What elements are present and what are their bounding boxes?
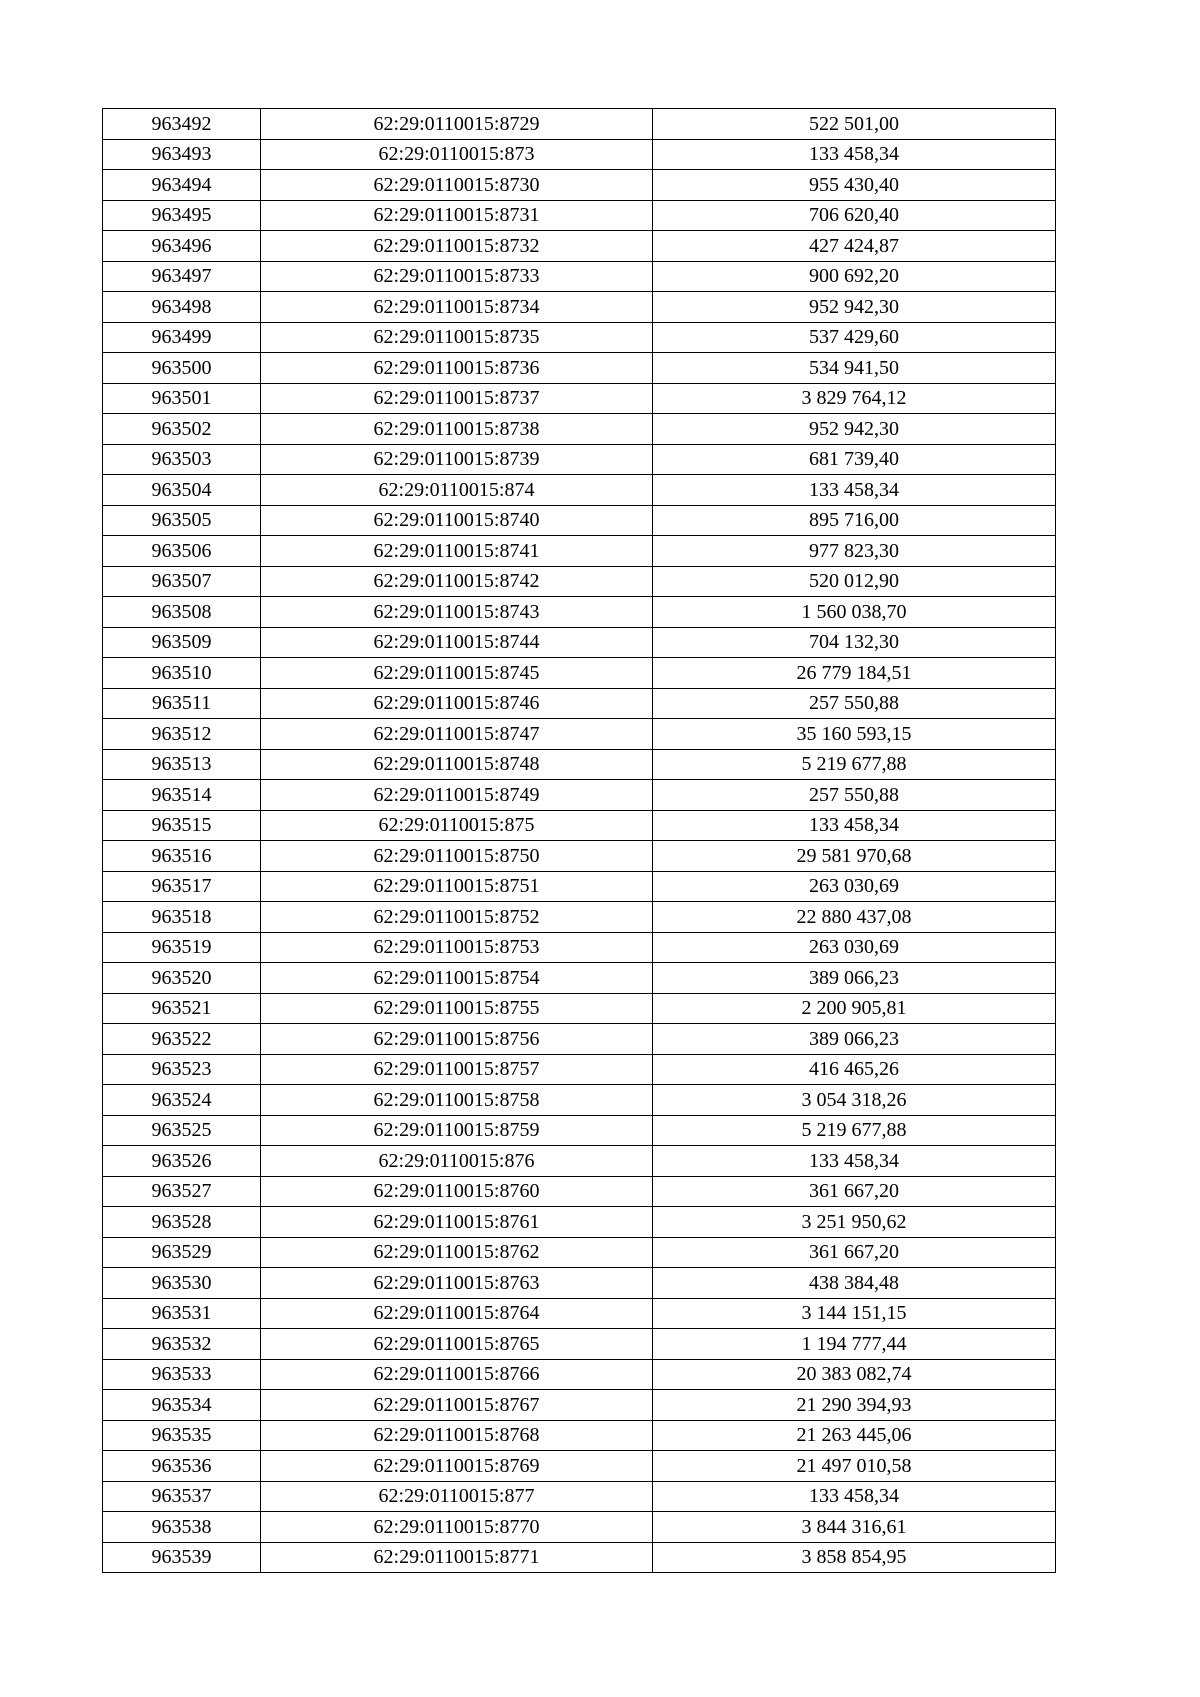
table-row xyxy=(103,170,1056,201)
table-row xyxy=(103,139,1056,170)
cadastral-value-cell: 438 384,48 xyxy=(653,1268,1056,1299)
cadastral-value-cell: 35 160 593,15 xyxy=(653,719,1056,750)
cadastral-value-cell: 895 716,00 xyxy=(653,505,1056,536)
cadastral-number-cell: 62:29:0110015:8738 xyxy=(261,414,653,445)
cadastral-number-cell: 62:29:0110015:8752 xyxy=(261,902,653,933)
cadastral-value-cell: 263 030,69 xyxy=(653,932,1056,963)
cadastral-number-cell: 62:29:0110015:8746 xyxy=(261,688,653,719)
row-number-cell: 963522 xyxy=(103,1024,261,1055)
table-row xyxy=(103,932,1056,963)
cadastral-number-cell: 62:29:0110015:8741 xyxy=(261,536,653,567)
row-number-cell: 963534 xyxy=(103,1390,261,1421)
cadastral-value-cell: 20 383 082,74 xyxy=(653,1359,1056,1390)
row-number-cell: 963516 xyxy=(103,841,261,872)
table-row xyxy=(103,505,1056,536)
cadastral-value-cell: 133 458,34 xyxy=(653,1481,1056,1512)
cadastral-value-cell: 389 066,23 xyxy=(653,963,1056,994)
cadastral-number-cell: 62:29:0110015:875 xyxy=(261,810,653,841)
row-number-cell: 963504 xyxy=(103,475,261,506)
cadastral-number-cell: 62:29:0110015:8754 xyxy=(261,963,653,994)
table-row xyxy=(103,1115,1056,1146)
table-row xyxy=(103,1146,1056,1177)
row-number-cell: 963492 xyxy=(103,109,261,140)
cadastral-number-cell: 62:29:0110015:8736 xyxy=(261,353,653,384)
cadastral-number-cell: 62:29:0110015:8733 xyxy=(261,261,653,292)
cadastral-value-cell: 21 497 010,58 xyxy=(653,1451,1056,1482)
row-number-cell: 963520 xyxy=(103,963,261,994)
table-row xyxy=(103,1024,1056,1055)
table-row xyxy=(103,1542,1056,1573)
row-number-cell: 963510 xyxy=(103,658,261,689)
row-number-cell: 963535 xyxy=(103,1420,261,1451)
row-number-cell: 963517 xyxy=(103,871,261,902)
cadastral-value-cell: 416 465,26 xyxy=(653,1054,1056,1085)
row-number-cell: 963527 xyxy=(103,1176,261,1207)
cadastral-value-cell: 534 941,50 xyxy=(653,353,1056,384)
row-number-cell: 963531 xyxy=(103,1298,261,1329)
table-row xyxy=(103,1054,1056,1085)
table-row xyxy=(103,109,1056,140)
row-number-cell: 963503 xyxy=(103,444,261,475)
row-number-cell: 963509 xyxy=(103,627,261,658)
cadastral-number-cell: 62:29:0110015:8766 xyxy=(261,1359,653,1390)
row-number-cell: 963523 xyxy=(103,1054,261,1085)
table-row xyxy=(103,1298,1056,1329)
cadastral-number-cell: 62:29:0110015:873 xyxy=(261,139,653,170)
cadastral-number-cell: 62:29:0110015:8755 xyxy=(261,993,653,1024)
cadastral-value-cell: 257 550,88 xyxy=(653,780,1056,811)
table-row xyxy=(103,810,1056,841)
row-number-cell: 963500 xyxy=(103,353,261,384)
cadastral-number-cell: 62:29:0110015:8731 xyxy=(261,200,653,231)
row-number-cell: 963494 xyxy=(103,170,261,201)
table-row xyxy=(103,566,1056,597)
cadastral-value-cell: 900 692,20 xyxy=(653,261,1056,292)
cadastral-number-cell: 62:29:0110015:8761 xyxy=(261,1207,653,1238)
table-row xyxy=(103,1329,1056,1360)
cadastral-number-cell: 62:29:0110015:8756 xyxy=(261,1024,653,1055)
cadastral-value-cell: 522 501,00 xyxy=(653,109,1056,140)
table-row xyxy=(103,383,1056,414)
cadastral-value-cell: 361 667,20 xyxy=(653,1176,1056,1207)
table-row xyxy=(103,353,1056,384)
cadastral-number-cell: 62:29:0110015:8750 xyxy=(261,841,653,872)
row-number-cell: 963495 xyxy=(103,200,261,231)
row-number-cell: 963499 xyxy=(103,322,261,353)
cadastral-number-cell: 62:29:0110015:8742 xyxy=(261,566,653,597)
row-number-cell: 963515 xyxy=(103,810,261,841)
cadastral-number-cell: 62:29:0110015:8745 xyxy=(261,658,653,689)
cadastral-value-cell: 3 844 316,61 xyxy=(653,1512,1056,1543)
cadastral-number-cell: 62:29:0110015:8770 xyxy=(261,1512,653,1543)
cadastral-value-cell: 133 458,34 xyxy=(653,1146,1056,1177)
cadastral-number-cell: 62:29:0110015:8739 xyxy=(261,444,653,475)
cadastral-number-cell: 62:29:0110015:876 xyxy=(261,1146,653,1177)
cadastral-number-cell: 62:29:0110015:8744 xyxy=(261,627,653,658)
cadastral-value-cell: 1 560 038,70 xyxy=(653,597,1056,628)
row-number-cell: 963498 xyxy=(103,292,261,323)
cadastral-number-cell: 62:29:0110015:8730 xyxy=(261,170,653,201)
cadastral-value-cell: 257 550,88 xyxy=(653,688,1056,719)
row-number-cell: 963514 xyxy=(103,780,261,811)
row-number-cell: 963530 xyxy=(103,1268,261,1299)
table-row xyxy=(103,871,1056,902)
table-row xyxy=(103,292,1056,323)
cadastral-value-cell: 389 066,23 xyxy=(653,1024,1056,1055)
row-number-cell: 963536 xyxy=(103,1451,261,1482)
row-number-cell: 963506 xyxy=(103,536,261,567)
cadastral-value-cell: 263 030,69 xyxy=(653,871,1056,902)
table-row xyxy=(103,1481,1056,1512)
cadastral-number-cell: 62:29:0110015:8732 xyxy=(261,231,653,262)
row-number-cell: 963501 xyxy=(103,383,261,414)
cadastral-value-cell: 427 424,87 xyxy=(653,231,1056,262)
cadastral-number-cell: 62:29:0110015:8767 xyxy=(261,1390,653,1421)
cadastral-number-cell: 62:29:0110015:8753 xyxy=(261,932,653,963)
table-row xyxy=(103,414,1056,445)
cadastral-value-cell: 955 430,40 xyxy=(653,170,1056,201)
row-number-cell: 963539 xyxy=(103,1542,261,1573)
cadastral-number-cell: 62:29:0110015:8751 xyxy=(261,871,653,902)
cadastral-value-cell: 952 942,30 xyxy=(653,414,1056,445)
table-row xyxy=(103,231,1056,262)
cadastral-number-cell: 62:29:0110015:8771 xyxy=(261,1542,653,1573)
cadastral-number-cell: 62:29:0110015:8769 xyxy=(261,1451,653,1482)
cadastral-number-cell: 62:29:0110015:8764 xyxy=(261,1298,653,1329)
table-body xyxy=(103,109,1056,1573)
row-number-cell: 963524 xyxy=(103,1085,261,1116)
cadastral-value-cell: 2 200 905,81 xyxy=(653,993,1056,1024)
table-row xyxy=(103,719,1056,750)
cadastral-value-cell: 704 132,30 xyxy=(653,627,1056,658)
table-row xyxy=(103,322,1056,353)
cadastral-value-cell: 5 219 677,88 xyxy=(653,1115,1056,1146)
cadastral-value-cell: 3 251 950,62 xyxy=(653,1207,1056,1238)
table-row xyxy=(103,993,1056,1024)
table-row xyxy=(103,1207,1056,1238)
row-number-cell: 963518 xyxy=(103,902,261,933)
row-number-cell: 963511 xyxy=(103,688,261,719)
cadastral-number-cell: 62:29:0110015:8748 xyxy=(261,749,653,780)
table-row xyxy=(103,1420,1056,1451)
cadastral-number-cell: 62:29:0110015:8735 xyxy=(261,322,653,353)
table-row xyxy=(103,627,1056,658)
table-row xyxy=(103,200,1056,231)
cadastral-value-cell: 22 880 437,08 xyxy=(653,902,1056,933)
cadastral-number-cell: 62:29:0110015:8765 xyxy=(261,1329,653,1360)
cadastral-value-cell: 21 263 445,06 xyxy=(653,1420,1056,1451)
row-number-cell: 963496 xyxy=(103,231,261,262)
cadastral-value-cell: 21 290 394,93 xyxy=(653,1390,1056,1421)
cadastral-number-cell: 62:29:0110015:8740 xyxy=(261,505,653,536)
cadastral-number-cell: 62:29:0110015:8749 xyxy=(261,780,653,811)
row-number-cell: 963497 xyxy=(103,261,261,292)
cadastral-number-cell: 62:29:0110015:8747 xyxy=(261,719,653,750)
cadastral-value-cell: 977 823,30 xyxy=(653,536,1056,567)
cadastral-value-cell: 5 219 677,88 xyxy=(653,749,1056,780)
table-row xyxy=(103,475,1056,506)
table-row xyxy=(103,1451,1056,1482)
row-number-cell: 963525 xyxy=(103,1115,261,1146)
table-row xyxy=(103,1176,1056,1207)
table-row xyxy=(103,963,1056,994)
cadastral-number-cell: 62:29:0110015:8757 xyxy=(261,1054,653,1085)
table-row xyxy=(103,1390,1056,1421)
row-number-cell: 963519 xyxy=(103,932,261,963)
row-number-cell: 963538 xyxy=(103,1512,261,1543)
row-number-cell: 963512 xyxy=(103,719,261,750)
row-number-cell: 963529 xyxy=(103,1237,261,1268)
cadastral-number-cell: 62:29:0110015:877 xyxy=(261,1481,653,1512)
cadastral-value-cell: 133 458,34 xyxy=(653,475,1056,506)
cadastral-value-cell: 3 144 151,15 xyxy=(653,1298,1056,1329)
cadastral-number-cell: 62:29:0110015:874 xyxy=(261,475,653,506)
table-row xyxy=(103,688,1056,719)
cadastral-value-cell: 133 458,34 xyxy=(653,139,1056,170)
cadastral-number-cell: 62:29:0110015:8762 xyxy=(261,1237,653,1268)
table-row xyxy=(103,261,1056,292)
cadastral-value-cell: 537 429,60 xyxy=(653,322,1056,353)
cadastral-number-cell: 62:29:0110015:8743 xyxy=(261,597,653,628)
cadastral-value-table xyxy=(102,108,1056,1573)
table-row xyxy=(103,902,1056,933)
table-row xyxy=(103,780,1056,811)
row-number-cell: 963502 xyxy=(103,414,261,445)
cadastral-number-cell: 62:29:0110015:8760 xyxy=(261,1176,653,1207)
cadastral-number-cell: 62:29:0110015:8729 xyxy=(261,109,653,140)
table-row xyxy=(103,1237,1056,1268)
row-number-cell: 963533 xyxy=(103,1359,261,1390)
table-row xyxy=(103,536,1056,567)
table-row xyxy=(103,841,1056,872)
row-number-cell: 963521 xyxy=(103,993,261,1024)
cadastral-value-cell: 361 667,20 xyxy=(653,1237,1056,1268)
row-number-cell: 963537 xyxy=(103,1481,261,1512)
row-number-cell: 963513 xyxy=(103,749,261,780)
table-row xyxy=(103,1512,1056,1543)
cadastral-value-cell: 706 620,40 xyxy=(653,200,1056,231)
table-row xyxy=(103,658,1056,689)
table-row xyxy=(103,1359,1056,1390)
cadastral-value-cell: 3 829 764,12 xyxy=(653,383,1056,414)
table-row xyxy=(103,1085,1056,1116)
cadastral-value-cell: 520 012,90 xyxy=(653,566,1056,597)
row-number-cell: 963532 xyxy=(103,1329,261,1360)
table-row xyxy=(103,1268,1056,1299)
cadastral-number-cell: 62:29:0110015:8763 xyxy=(261,1268,653,1299)
cadastral-value-cell: 1 194 777,44 xyxy=(653,1329,1056,1360)
row-number-cell: 963493 xyxy=(103,139,261,170)
cadastral-value-cell: 26 779 184,51 xyxy=(653,658,1056,689)
table-row xyxy=(103,597,1056,628)
cadastral-value-cell: 681 739,40 xyxy=(653,444,1056,475)
cadastral-number-cell: 62:29:0110015:8758 xyxy=(261,1085,653,1116)
cadastral-number-cell: 62:29:0110015:8759 xyxy=(261,1115,653,1146)
row-number-cell: 963508 xyxy=(103,597,261,628)
cadastral-number-cell: 62:29:0110015:8734 xyxy=(261,292,653,323)
cadastral-value-cell: 952 942,30 xyxy=(653,292,1056,323)
cadastral-number-cell: 62:29:0110015:8768 xyxy=(261,1420,653,1451)
table-row xyxy=(103,444,1056,475)
cadastral-value-cell: 3 054 318,26 xyxy=(653,1085,1056,1116)
cadastral-value-cell: 29 581 970,68 xyxy=(653,841,1056,872)
row-number-cell: 963526 xyxy=(103,1146,261,1177)
row-number-cell: 963505 xyxy=(103,505,261,536)
cadastral-number-cell: 62:29:0110015:8737 xyxy=(261,383,653,414)
row-number-cell: 963528 xyxy=(103,1207,261,1238)
table-row xyxy=(103,749,1056,780)
row-number-cell: 963507 xyxy=(103,566,261,597)
cadastral-value-cell: 3 858 854,95 xyxy=(653,1542,1056,1573)
cadastral-value-cell: 133 458,34 xyxy=(653,810,1056,841)
